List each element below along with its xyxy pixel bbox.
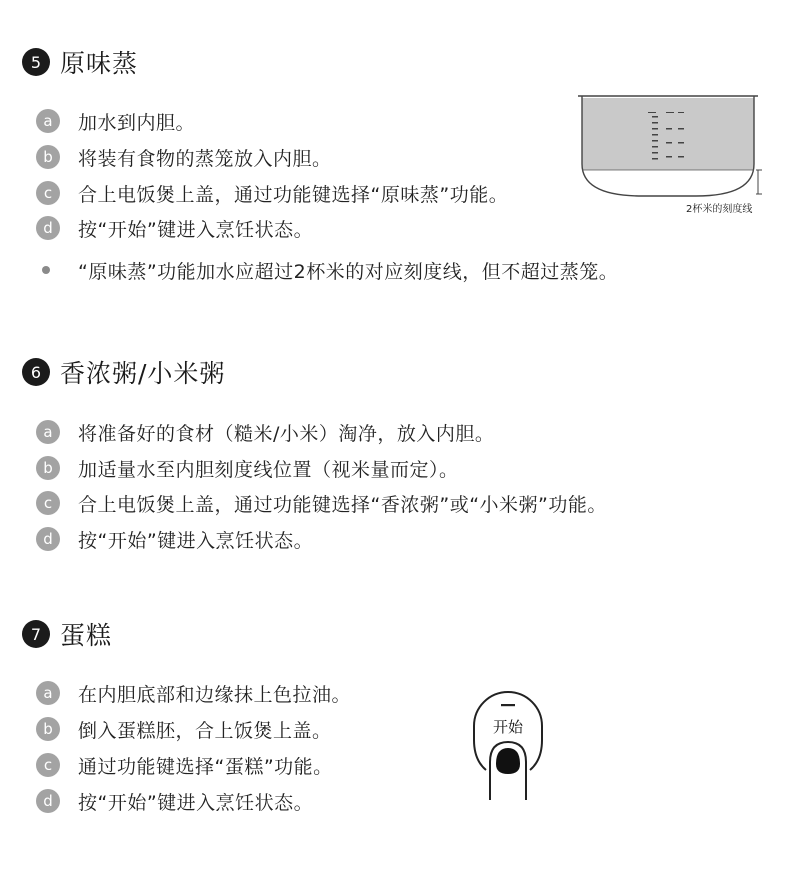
step-a [36, 108, 195, 134]
section-title-6 [22, 354, 225, 390]
step-letter-badge: a [36, 109, 60, 133]
step-letter-badge: d [36, 789, 60, 813]
step-text: 加适量水至内胆刻度线位置（视米量而定）。 [78, 458, 459, 481]
level-indicator [756, 170, 762, 194]
step-c [36, 490, 607, 516]
section-number-badge: 5 [22, 48, 50, 76]
step-letter-badge: d [36, 216, 60, 240]
section-number-badge: 6 [22, 358, 50, 386]
section-heading: 蛋糕 [60, 621, 113, 650]
step-d [36, 526, 313, 552]
step-text: 合上电饭煲上盖，通过功能键选择“香浓粥”或“小米粥”功能。 [78, 493, 607, 516]
section-heading: 原味蒸 [60, 49, 139, 78]
step-text: 按“开始”键进入烹饪状态。 [78, 218, 314, 241]
step-b [36, 455, 459, 481]
step-text: 通过功能键选择“蛋糕”功能。 [78, 755, 333, 778]
step-c [36, 752, 333, 778]
note [38, 257, 618, 283]
indicator-line [501, 704, 515, 706]
step-b [36, 716, 332, 742]
bullet-icon [42, 266, 50, 274]
step-text: 在内胆底部和边缘抹上色拉油。 [78, 683, 352, 706]
step-letter-badge: b [36, 456, 60, 480]
step-text: 按“开始”键进入烹饪状态。 [78, 791, 314, 814]
step-text: 加水到内胆。 [78, 111, 196, 134]
step-letter-badge: a [36, 681, 60, 705]
step-letter-badge: c [36, 181, 60, 205]
step-text: 倒入蛋糕胚，合上饭煲上盖。 [78, 719, 332, 742]
step-text: 将准备好的食材（糙米/小米）淘净，放入内胆。 [78, 422, 495, 445]
section-title-5 [22, 44, 138, 80]
pot-caption: 2杯米的刻度线 [686, 204, 753, 215]
step-letter-badge: b [36, 145, 60, 169]
step-letter-badge: a [36, 420, 60, 444]
step-letter-badge: d [36, 527, 60, 551]
start-button-illustration [468, 690, 548, 810]
step-a [36, 419, 494, 445]
step-letter-badge: c [36, 753, 60, 777]
fingernail [496, 748, 520, 774]
section-number-badge: 7 [22, 620, 50, 648]
step-c [36, 180, 508, 206]
step-d [36, 215, 313, 241]
note-text: “原味蒸”功能加水应超过2杯米的对应刻度线，但不超过蒸笼。 [78, 260, 619, 283]
start-button-label: 开始 [492, 718, 524, 736]
step-d [36, 788, 313, 814]
step-text: 按“开始”键进入烹饪状态。 [78, 529, 314, 552]
step-text: 合上电饭煲上盖，通过功能键选择“原味蒸”功能。 [78, 183, 509, 206]
inner-pot-illustration [576, 92, 766, 202]
step-a [36, 680, 351, 706]
step-letter-badge: c [36, 491, 60, 515]
step-b [36, 144, 332, 170]
step-text: 将装有食物的蒸笼放入内胆。 [78, 147, 332, 170]
section-heading: 香浓粥/小米粥 [60, 359, 226, 388]
step-letter-badge: b [36, 717, 60, 741]
section-title-7 [22, 616, 112, 652]
